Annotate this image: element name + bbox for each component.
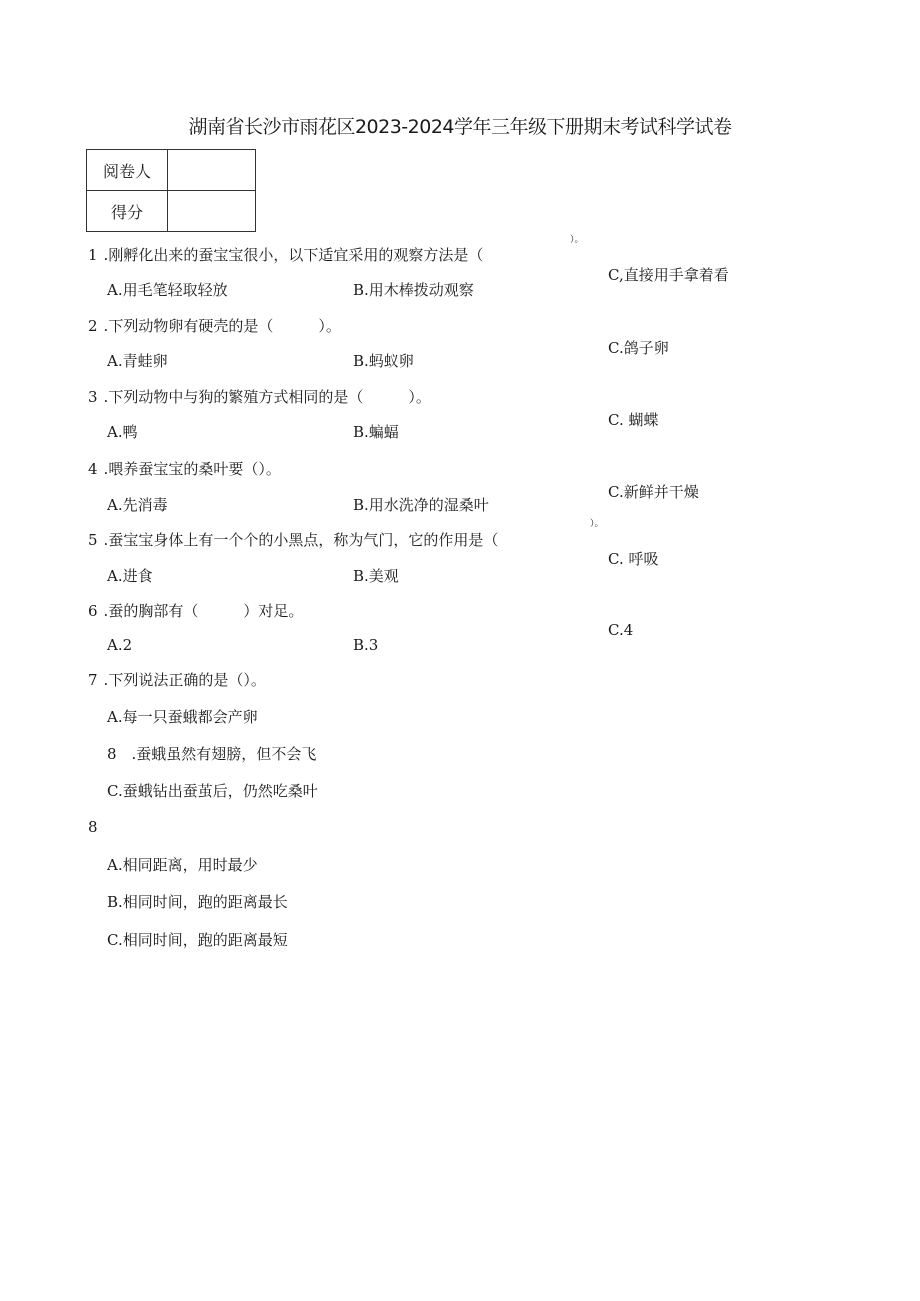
option-b[interactable]: B.蚂蚁卵: [353, 352, 414, 370]
option-b[interactable]: 8 .蚕蛾虽然有翅膀，但不会飞: [107, 745, 317, 763]
option-a[interactable]: A.进食: [107, 567, 153, 585]
question-6: [88, 600, 303, 621]
option-b[interactable]: B.3: [353, 636, 379, 654]
question-text: .下列动物卵有硬壳的是（ ）。: [103, 317, 341, 335]
question-1-tail: ）。: [570, 235, 584, 245]
option-a[interactable]: A.鸭: [107, 423, 138, 441]
score-label: 得分: [87, 191, 168, 232]
question-4: [88, 458, 281, 479]
question-text: .刚孵化出来的蚕宝宝很小，以下适宜采用的观察方法是（: [103, 246, 484, 264]
option-a[interactable]: A.相同距离，用时最少: [107, 856, 258, 874]
option-b[interactable]: B.美观: [353, 567, 399, 585]
option-a[interactable]: A.先消毒: [107, 496, 168, 514]
question-text: .下列说法正确的是（）。: [103, 671, 266, 689]
question-7: [88, 669, 266, 690]
option-b[interactable]: B.相同时间，跑的距离最长: [107, 893, 288, 911]
page-title: 湖南省长沙市雨花区2023-2024学年三年级下册期末考试科学试卷: [188, 116, 732, 138]
question-text: .下列动物中与狗的繁殖方式相同的是（ ）。: [103, 388, 431, 406]
option-c[interactable]: C,直接用手拿着看: [608, 266, 729, 284]
option-c[interactable]: C.相同时间，跑的距离最短: [107, 931, 288, 949]
option-b[interactable]: B.用水洗净的湿桑叶: [353, 496, 489, 514]
question-number: 3: [88, 388, 98, 406]
option-c[interactable]: C.蚕蛾钻出蚕茧后，仍然吃桑叶: [107, 782, 318, 800]
option-c[interactable]: C.鸽子卵: [608, 339, 669, 357]
question-3: [88, 386, 431, 407]
question-number: 1: [88, 246, 98, 264]
question-number: 4: [88, 460, 98, 478]
question-number: 5: [88, 531, 98, 549]
question-1: [88, 244, 483, 265]
score-field[interactable]: [168, 191, 256, 232]
option-a[interactable]: A.青蛙卵: [107, 352, 168, 370]
option-a[interactable]: A.用毛笔轻取轻放: [107, 281, 228, 299]
question-8: [88, 818, 98, 836]
option-c[interactable]: C. 蝴蝶: [608, 411, 659, 429]
option-b[interactable]: B.蝙蝠: [353, 423, 399, 441]
question-text: .喂养蚕宝宝的桑叶要（）。: [103, 460, 281, 478]
option-b[interactable]: B.用木棒拨动观察: [353, 281, 474, 299]
option-c[interactable]: C. 呼吸: [608, 550, 659, 568]
score-table: [86, 149, 256, 232]
question-number: 8: [88, 818, 98, 836]
question-number: 2: [88, 317, 98, 335]
option-c[interactable]: C.新鲜并干燥: [608, 483, 699, 501]
question-5-tail: ）。: [590, 519, 604, 529]
question-text: .蚕的胸部有（ ）对足。: [103, 602, 304, 620]
reviewer-field[interactable]: [168, 150, 256, 191]
option-a[interactable]: A.2: [107, 636, 133, 654]
question-text: .蚕宝宝身体上有一个个的小黑点，称为气门，它的作用是（: [103, 531, 499, 549]
question-2: [88, 315, 341, 336]
reviewer-label: 阅卷人: [87, 150, 168, 191]
option-c[interactable]: C.4: [608, 621, 634, 639]
question-number: 6: [88, 602, 98, 620]
question-5: [88, 529, 498, 550]
question-number: 7: [88, 671, 98, 689]
option-a[interactable]: A.每一只蚕蛾都会产卵: [107, 708, 258, 726]
